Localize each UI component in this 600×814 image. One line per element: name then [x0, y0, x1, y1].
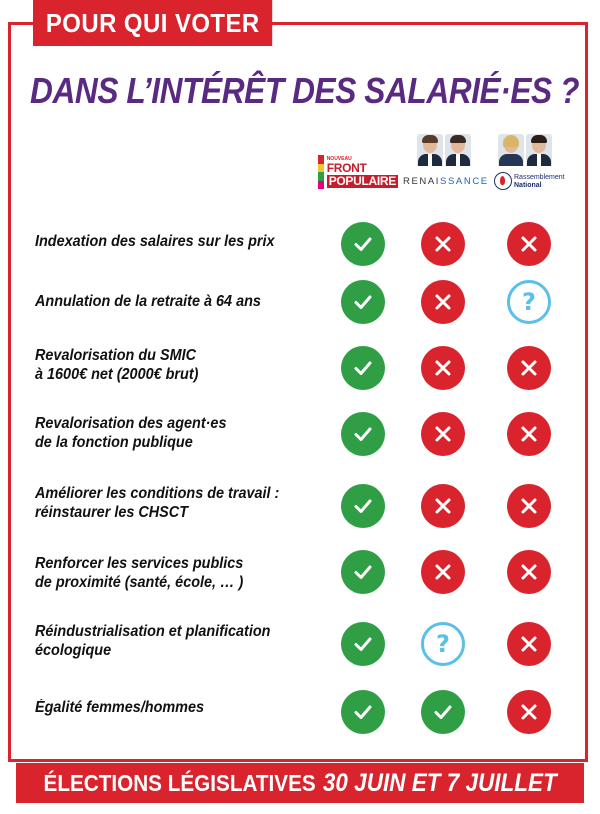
rn-wordmark: Rassemblement National [514, 174, 565, 189]
check-icon [341, 622, 385, 666]
cross-icon [507, 346, 551, 390]
row-label [35, 484, 305, 522]
row-label [35, 414, 305, 452]
question-glyph: ? [436, 630, 450, 658]
headline: DANS L’INTÉRÊT DES SALARIÉ·ES ? [30, 70, 580, 111]
cross-icon [507, 222, 551, 266]
row-label-line: Renforcer les services publics [35, 555, 244, 572]
check-icon [341, 690, 385, 734]
rn-portrait-2-icon [526, 134, 552, 166]
cross-icon [421, 280, 465, 324]
cross-icon [421, 222, 465, 266]
cross-icon [507, 550, 551, 594]
cross-icon [421, 484, 465, 528]
row-label-line: Revalorisation du SMIC [35, 347, 197, 364]
check-icon [341, 280, 385, 324]
row-label-line: Égalité femmes/hommes [35, 699, 205, 716]
check-icon [341, 346, 385, 390]
election-dates: 30 JUIN ET 7 JUILLET [322, 768, 557, 797]
question-icon [421, 622, 465, 666]
election-label: ÉLECTIONS LÉGISLATIVES [43, 769, 316, 796]
row-label-line: de la fonction publique [35, 434, 193, 451]
cross-icon [507, 622, 551, 666]
row-label [35, 554, 305, 592]
top-banner: POUR QUI VOTER [33, 0, 273, 46]
cross-icon [507, 412, 551, 456]
cross-icon [507, 690, 551, 734]
row-label [35, 292, 305, 311]
nfp-line2: POPULAIRE [328, 174, 396, 188]
check-icon [341, 550, 385, 594]
row-label-line: Annulation de la retraite à 64 ans [35, 293, 261, 310]
nfp-line1: FRONT [326, 161, 367, 175]
row-label-line: à 1600€ net (2000€ brut) [35, 366, 199, 383]
party-logo-renaissance [399, 130, 489, 194]
row-label-line: Améliorer les conditions de travail : [35, 485, 280, 502]
row-label [35, 622, 305, 660]
row-label [35, 698, 305, 717]
renaissance-wordmark: RENAISSANCE [403, 176, 489, 187]
cross-icon [421, 550, 465, 594]
cross-icon [507, 484, 551, 528]
check-icon [421, 690, 465, 734]
party-logo-rassemblement-national [482, 130, 572, 194]
row-label [35, 346, 305, 384]
party-logo-nouveau-front-populaire [316, 130, 406, 194]
row-label-line: réinstaurer les CHSCT [35, 504, 189, 521]
renaissance-portrait-1-icon [417, 134, 443, 166]
row-label [35, 232, 305, 251]
nfp-small-label: NOUVEAU [326, 156, 352, 162]
renaissance-portrait-2-icon [445, 134, 471, 166]
check-icon [341, 484, 385, 528]
row-label-line: Indexation des salaires sur les prix [35, 233, 275, 250]
cross-icon [421, 412, 465, 456]
rn-flame-icon [494, 172, 512, 190]
row-label-line: de proximité (santé, école, … ) [35, 574, 244, 591]
cross-icon [421, 346, 465, 390]
row-label-line: Revalorisation des agent·es [35, 415, 227, 432]
rn-portrait-1-icon [498, 134, 524, 166]
check-icon [341, 412, 385, 456]
bottom-banner [16, 763, 584, 803]
row-label-line: écologique [35, 642, 112, 659]
question-icon [507, 280, 551, 324]
question-glyph: ? [522, 288, 536, 316]
check-icon [341, 222, 385, 266]
row-label-line: Réindustrialisation et planification [35, 623, 271, 640]
